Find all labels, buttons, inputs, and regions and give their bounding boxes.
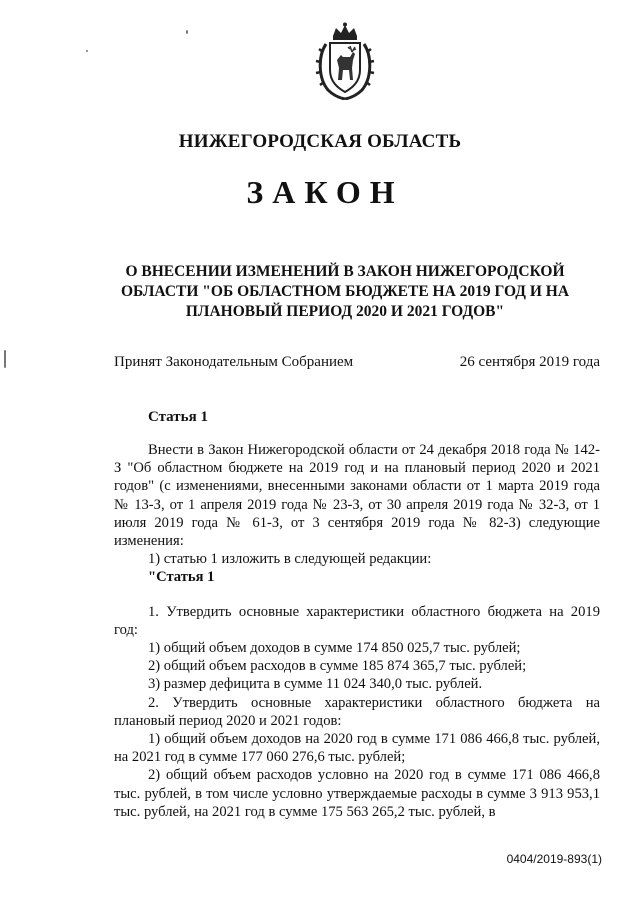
- law-title: [120, 262, 570, 322]
- paragraph-1-item: 1) общий объем доходов в сумме 174 850 025,7 тыс. рублей;: [148, 640, 521, 657]
- coat-of-arms-emblem: [314, 22, 376, 100]
- paragraph-1: 1. Утвердить основные характеристики областного бюджета на 2019 год:: [114, 603, 600, 638]
- scan-speck: [86, 50, 88, 52]
- article-heading: Статья 1: [148, 409, 208, 425]
- amendment-item: 1) статью 1 изложить в следующей редакции:: [148, 551, 432, 568]
- scan-speck: [186, 30, 188, 34]
- article-intro: Внести в Закон Нижегородской области от 24 декабря 2018 года № 142-З "Об областном бюджете на 2019 год и на плановый период 2020 и 2021 годов" (с изменениями, внесенными законами области от 1 марта 2019 года № 13-З, от 1 апреля 2019 года № 23-З, от 30 апреля 2019 года № 32-З, от 1 июля 2019 года № 61-З, от 3 сентября 2019 года № 82-З) следующие изменения:: [114, 442, 600, 550]
- paragraph-2-item: 1) общий объем доходов на 2020 год в сумме 171 086 466,8 тыс. рублей, на 2021 год в сумме 177 060 276,6 тыс. рублей;: [114, 731, 600, 766]
- paragraph-1-item: 2) общий объем расходов в сумме 185 874 365,7 тыс. рублей;: [148, 658, 527, 675]
- adoption-date: 26 сентября 2019 года: [459, 354, 600, 370]
- adopted-by-text: Принят Законодательным Собранием: [114, 354, 354, 370]
- scan-speck: [4, 350, 6, 368]
- law-title-line: ПЛАНОВЫЙ ПЕРИОД 2020 И 2021 ГОДОВ": [185, 303, 505, 320]
- paragraph-1-item: 3) размер дефицита в сумме 11 024 340,0 тыс. рублей.: [148, 676, 483, 693]
- law-title-line: ОБЛАСТИ "ОБ ОБЛАСТНОМ БЮДЖЕТЕ НА 2019 ГОД И НА: [120, 283, 570, 300]
- paragraph-2: 2. Утвердить основные характеристики областного бюджета на плановый период 2020 и 2021 годов:: [114, 694, 600, 729]
- document-code: 0404/2019-893(1): [506, 852, 602, 866]
- quoted-article-heading: "Статья 1: [148, 569, 215, 586]
- adoption-row: [114, 354, 600, 371]
- paragraph-2-item: 2) общий объем расходов условно на 2020 год в сумме 171 086 466,8 тыс. рублей, в том числе условно утверждаемые расходы в сумме 3 913 953,1 тыс. рублей, на 2021 год в сумме 175 563 265,2 тыс. рублей, в: [114, 767, 600, 820]
- region-name: НИЖЕГОРОДСКАЯ ОБЛАСТЬ: [178, 131, 462, 152]
- law-title-line: О ВНЕСЕНИИ ИЗМЕНЕНИЙ В ЗАКОН НИЖЕГОРОДСКОЙ: [125, 263, 565, 280]
- document-type-title: ЗАКОН: [246, 174, 404, 210]
- article-body: [114, 441, 600, 821]
